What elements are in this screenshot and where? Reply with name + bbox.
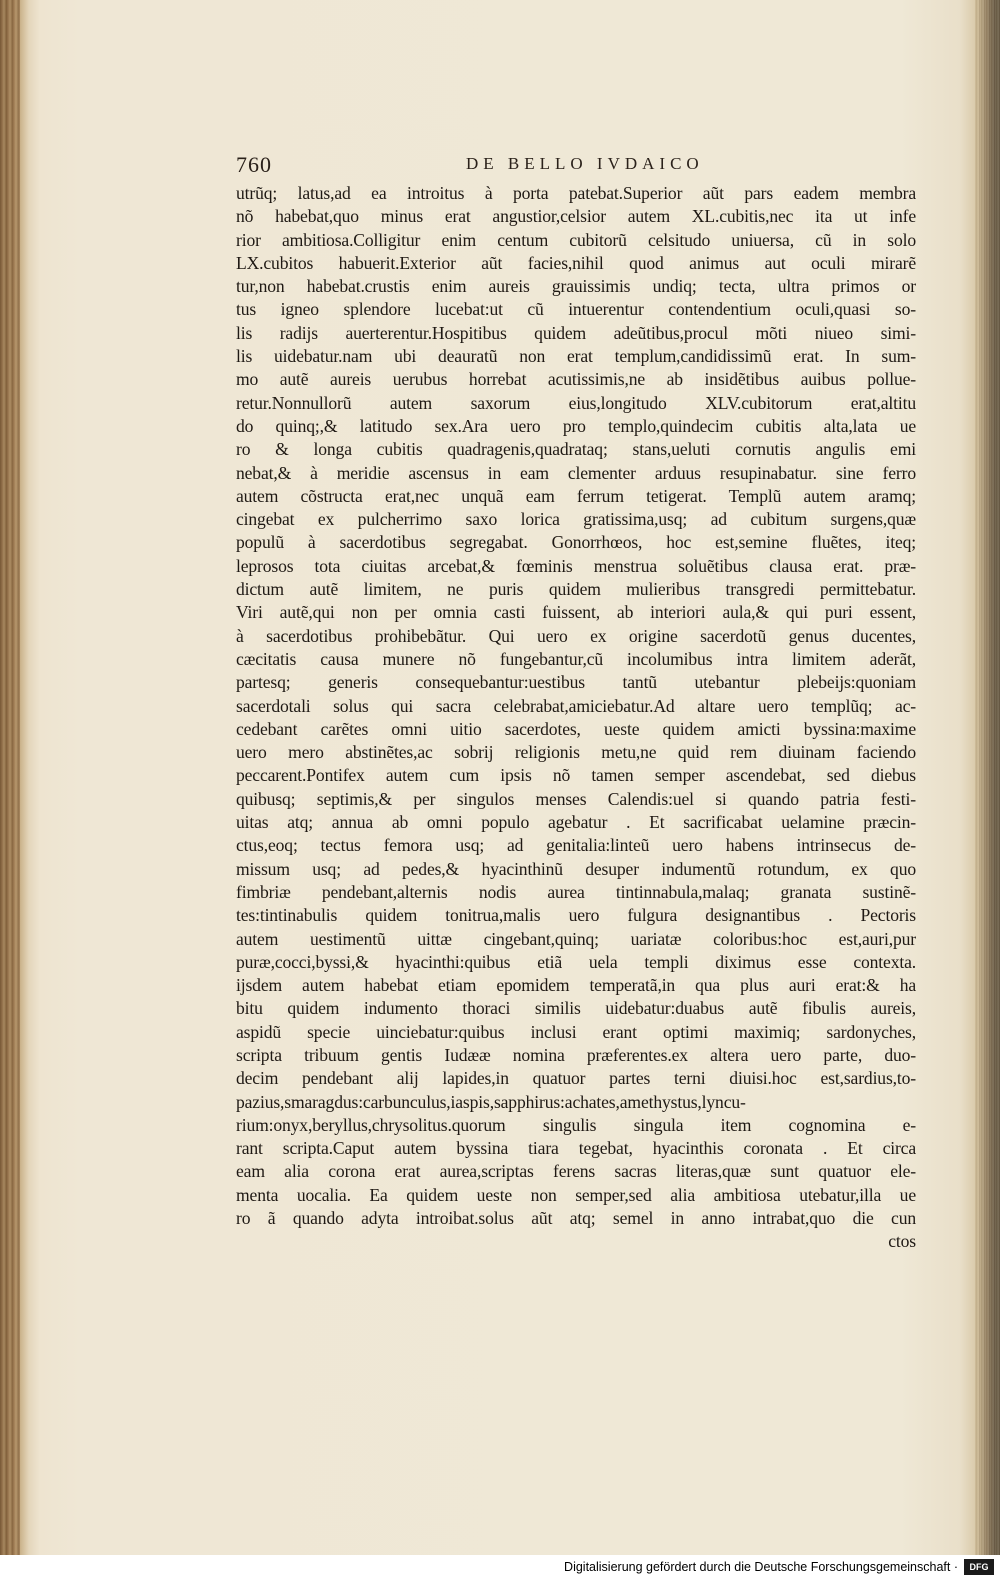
text-line: cæcitatis causa munere nõ fungebantur,cũ incolumibus intra limitem aderãt, <box>236 648 916 669</box>
text-line: bitu quidem indumento thoraci similis uidebatur:duabus autẽ fibulis aureis, <box>236 998 916 1019</box>
text-line: ro ã quando adyta introibat.solus aũt atq; semel in anno intrabat,quo die cun <box>236 1208 916 1229</box>
text-line: do quinq;,& latitudo sex.Ara uero pro templo,quindecim cubitis alta,lata ue <box>236 415 916 436</box>
text-line: menta uocalia. Ea quidem ueste non semper,sed alia ambitiosa utebatur,illa ue <box>236 1184 916 1205</box>
text-line: lis radijs auerterentur.Hospitibus quidem adeũtibus,procul mõti niueo simi- <box>236 322 916 343</box>
text-line: missum usq; ad pedes,& hyacinthinũ desuper indumentũ rotundum, ex quo <box>236 858 916 879</box>
body-text <box>236 182 916 1254</box>
text-line: partesq; generis consequebantur:uestibus tantũ utebantur plebeijs:quoniam <box>236 672 916 693</box>
text-line: utrũq; latus,ad ea introitus à porta patebat.Superior aũt pars eadem membra <box>236 183 916 203</box>
book-page-edges-right <box>975 0 1000 1555</box>
text-line: ijsdem autem habebat etiam epomidem temperatã,in qua plus auri erat:& ha <box>236 975 916 996</box>
text-line: uitas atq; annua ab omni populo agebatur . Et sacrificabat uelamine præcin- <box>236 812 916 833</box>
text-line: tur,non habebat.crustis enim aureis grauissimis undiq; tecta, ultra primos or <box>236 276 916 297</box>
page-number: 760 <box>236 152 272 177</box>
text-line: pazius,smaragdus:carbunculus,iaspis,sapphirus:achates,amethystus,lyncu- <box>236 1091 746 1112</box>
text-line: Viri autẽ,qui non per omnia casti fuissent, ab interiori aula,& qui puri essent, <box>236 602 916 623</box>
text-line: puræ,cocci,byssi,& hyacinthi:quibus etiã uela templi diximus esse contexta. <box>236 951 916 972</box>
text-line: tus igneo splendore lucebat:ut cũ intuerentur contendentium oculi,quasi so- <box>236 299 916 320</box>
text-line: rant scripta.Caput autem byssina tiara tegebat, hyacinthis coronata . Et circa <box>236 1138 916 1159</box>
text-line: quibusq; septimis,& per singulos menses Calendis:uel si quando patria festi- <box>236 788 916 809</box>
text-line: peccarent.Pontifex autem cum ipsis nõ tamen semper ascendebat, sed diebus <box>236 765 916 786</box>
book-binding-edge-left <box>0 0 20 1555</box>
text-line: ro & longa cubitis quadragenis,quadrataq; stans,ueluti cornutis angulis emi <box>236 439 916 460</box>
text-line: uero mero abstinẽtes,ac sobrij religionis metu,ne quid rem diuinam faciendo <box>236 742 916 763</box>
running-title: DE BELLO IVDAICO <box>466 154 704 173</box>
text-line: fimbriæ pendebant,alternis nodis aurea tintinnabula,malaq; granata sustinẽ- <box>236 881 916 902</box>
text-line: decim pendebant alij lapides,in quatuor partes terni diuisi.hoc est,sardius,to- <box>236 1068 916 1089</box>
text-line: populũ à sacerdotibus segregabat. Gonorrhœos, hoc est,semine fluẽtes, iteq; <box>236 532 916 553</box>
page-header <box>236 152 908 180</box>
text-line: lis uidebatur.nam ubi deauratũ non erat templum,candidissimũ erat. In sum- <box>236 346 916 367</box>
text-line: mo autẽ aureis uerubus horrebat acutissimis,ne ab insidẽtibus auibus pollue- <box>236 369 916 390</box>
text-line: tes:tintinabulis quidem tonitrua,malis uero fulgura designantibus . Pectoris <box>236 905 916 926</box>
catchword: ctos <box>888 1231 916 1252</box>
text-line: cedebant carẽtes omni uitio sacerdotes, ueste quidem amicti byssina:maxime <box>236 718 916 739</box>
text-line: cingebat ex pulcherrimo saxo lorica gratissima,usq; ad cubitum surgens,quæ <box>236 509 916 530</box>
text-line: ctus,eoq; tectus femora usq; ad genitalia:linteũ uero habens intrinsecus de- <box>236 835 916 856</box>
text-line: sacerdotali solus qui sacra celebrabat,amiciebatur.Ad altare uero templũq; ac- <box>236 695 916 716</box>
text-line: dictum autẽ limitem, ne puris quidem mulieribus transgredi permittebatur. <box>236 579 916 600</box>
text-line: eam alia corona erat aurea,scriptas ferens sacras literas,quæ sunt quatuor ele- <box>236 1161 916 1182</box>
footer-credit-text: Digitalisierung gefördert durch die Deutsche Forschungsgemeinschaft · <box>564 1560 958 1574</box>
text-line: nõ habebat,quo minus erat angustior,celsior autem XL.cubitis,nec ita ut infe <box>236 206 916 227</box>
text-line: rium:onyx,beryllus,chrysolitus.quorum singulis singula item cognomina e- <box>236 1114 916 1135</box>
text-line: retur.Nonnullorũ autem saxorum eius,longitudo XLV.cubitorum erat,altitu <box>236 392 916 413</box>
text-line: à sacerdotibus prohibebãtur. Qui uero ex origine sacerdotũ genus ducentes, <box>236 625 916 646</box>
text-line: LX.cubitos habuerit.Exterior aũt facies,nihil quod animus aut oculi mirarẽ <box>236 252 916 273</box>
text-line: scripta tribuum gentis Iudææ nomina præferentes.ex altera uero parte, duo- <box>236 1044 916 1065</box>
text-line: rior ambitiosa.Colligitur enim centum cubitorũ celsitudo uniuersa, cũ in solo <box>236 229 916 250</box>
text-line: autem cõstructa erat,nec unquã eam ferrum tetigerat. Templũ autem aramq; <box>236 485 916 506</box>
text-line: aspidũ specie uinciebatur:quibus inclusi erant optimi maximiq; sardonyches, <box>236 1021 916 1042</box>
text-line: autem uestimentũ uittæ cingebant,quinq; uariatæ coloribus:hoc est,auri,pur <box>236 928 916 949</box>
digitization-footer <box>0 1555 1000 1579</box>
dfg-logo: DFG <box>964 1559 994 1575</box>
text-line: leprosos tota ciuitas arcebat,& fœminis menstrua soluẽtibus clausa erat. præ- <box>236 555 916 576</box>
text-line: nebat,& à meridie ascensus in eam clementer arduus resupinabatur. sine ferro <box>236 462 916 483</box>
